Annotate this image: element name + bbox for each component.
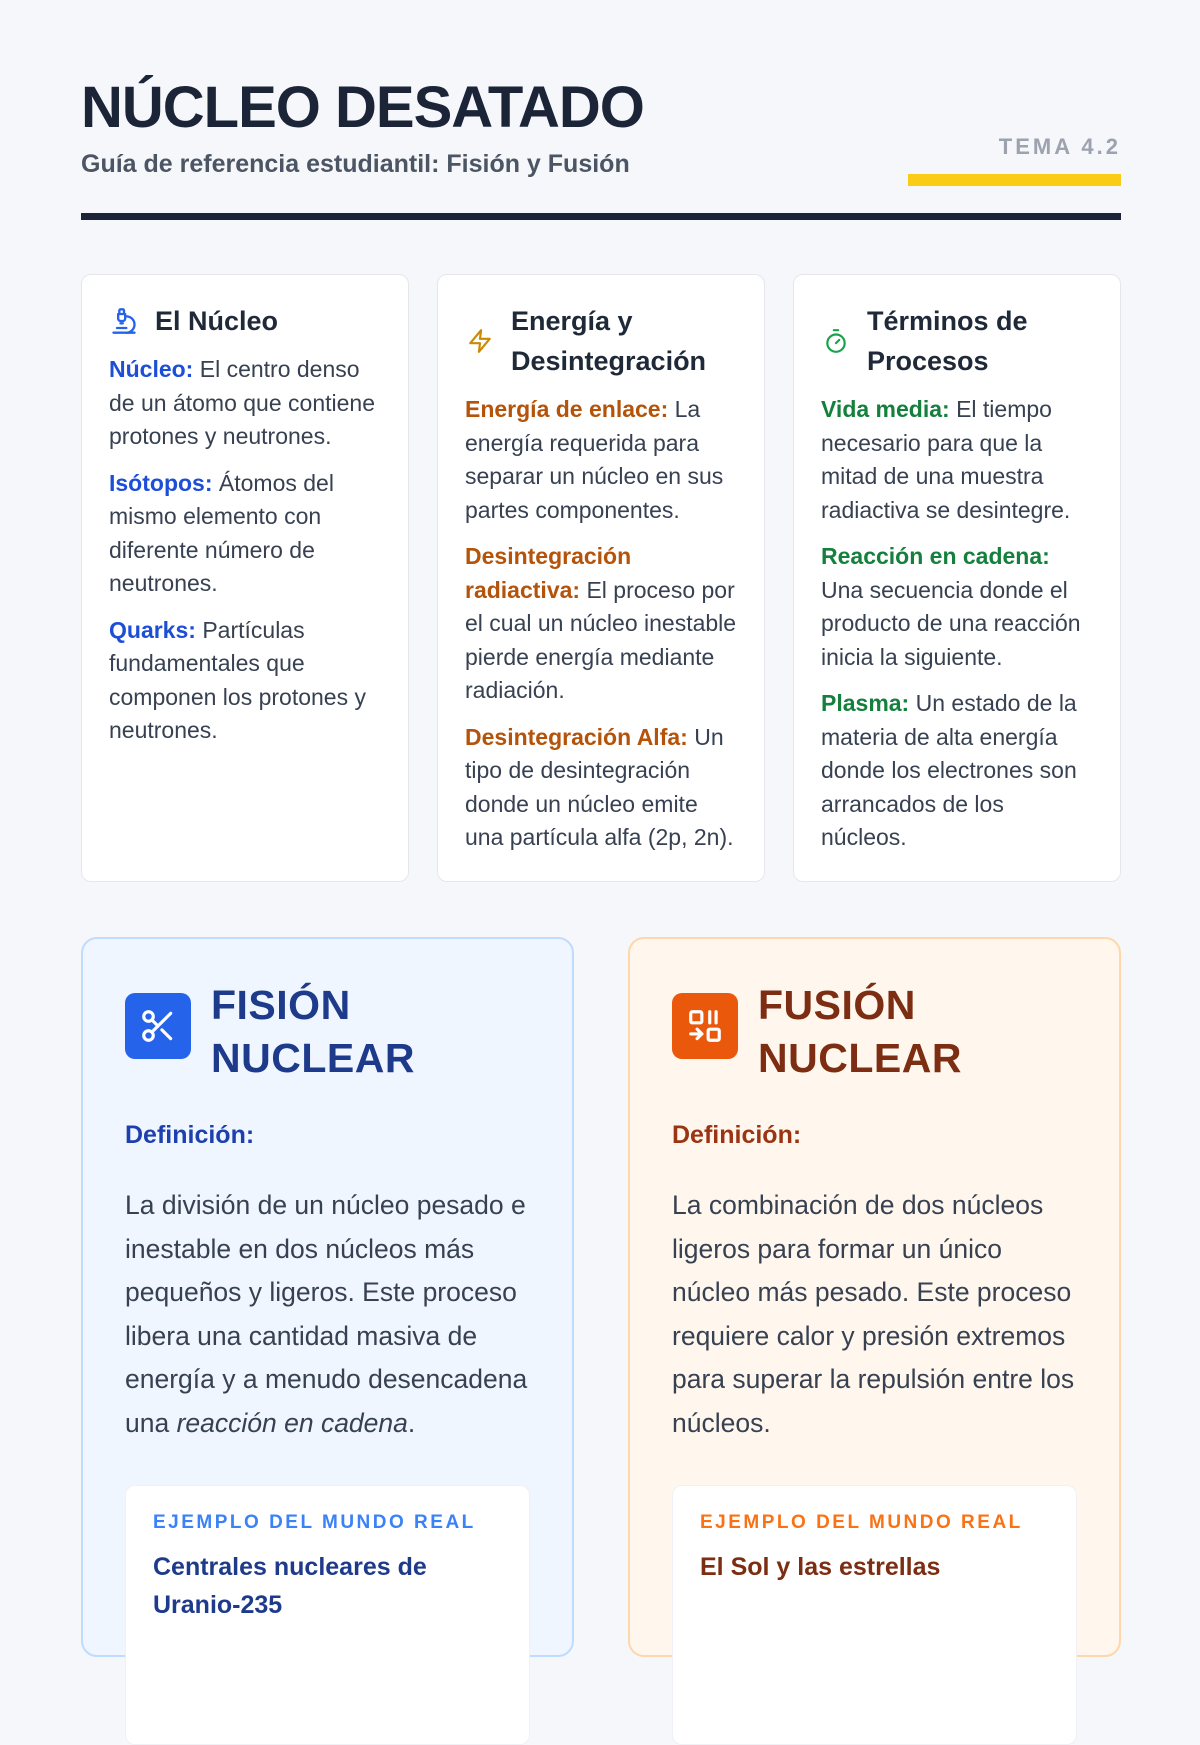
definition-label: Definición:: [672, 1121, 802, 1149]
page-subtitle: Guía de referencia estudiantil: Fisión y Fusión: [81, 150, 630, 178]
term-name: Vida media:: [821, 396, 950, 422]
glossary-cards: [81, 274, 1121, 882]
term-name: Energía de enlace:: [465, 396, 669, 422]
term-name: Reacción en cadena:: [821, 543, 1050, 569]
term-entry: [821, 540, 1093, 674]
panel-header: [125, 979, 530, 1085]
page-header: [81, 0, 1121, 222]
definition-text: La combinación de dos núcleos ligeros para formar un único núcleo más pesado. Este proceso requiere calor y presión extremos para superar la repulsión entre los núcleos.: [672, 1190, 1075, 1438]
term-name: Plasma:: [821, 690, 910, 716]
term-definition: Partículas fundamentales que componen los protones y neutrones.: [109, 616, 366, 743]
term-definition: Una secuencia donde el producto de una reacción inicia la siguiente.: [821, 576, 1081, 670]
term-entry: [109, 467, 381, 601]
term-name: Desintegración radiactiva:: [465, 543, 632, 603]
term-definition: El tiempo necesario para que la mitad de una muestra radiactiva se desintegre.: [821, 396, 1071, 523]
card-title: Energía y Desintegración: [511, 306, 707, 376]
fusion-panel: [628, 937, 1121, 1657]
card-procesos: [793, 274, 1121, 882]
example-title: Centrales nucleares de Uranio-235: [153, 1553, 427, 1619]
term-name: Desintegración Alfa:: [465, 723, 688, 750]
example-box: [672, 1485, 1077, 1745]
term-entry: [465, 721, 737, 855]
term-name: Núcleo:: [109, 356, 194, 382]
example-title: El Sol y las estrellas: [700, 1553, 941, 1581]
example-label: EJEMPLO DEL MUNDO REAL: [153, 1512, 476, 1533]
term-entry: [821, 687, 1093, 855]
term-entry: [109, 614, 381, 748]
card-header: [465, 301, 737, 381]
topic-accent-bar: [908, 174, 1121, 186]
topic-label: TEMA 4.2: [998, 134, 1121, 159]
stopwatch-icon: [821, 326, 851, 356]
term-entry: [465, 393, 737, 527]
panel-header: [672, 979, 1077, 1085]
term-name: Quarks:: [109, 616, 196, 643]
definition-text: [125, 1184, 530, 1445]
term-entry: [109, 353, 381, 454]
panel-title: FUSIÓN NUCLEAR: [758, 982, 962, 1081]
term-definition: Un estado de la materia de alta energía donde los electrones son arrancados de los núcleos.: [821, 690, 1077, 850]
fision-panel: [81, 937, 574, 1657]
example-box: [125, 1485, 530, 1745]
term-name: Isótopos:: [109, 469, 213, 496]
term-entry: [821, 393, 1093, 527]
merge-icon: [672, 993, 738, 1059]
card-title: Términos de Procesos: [867, 306, 1028, 376]
term-definition: El centro denso de un átomo que contiene protones y neutrones.: [109, 356, 375, 449]
card-title: El Núcleo: [155, 306, 279, 336]
card-el-nucleo: [81, 274, 409, 882]
definition-emphasis: reacción en cadena: [176, 1407, 408, 1438]
card-header: [821, 301, 1093, 381]
panel-title: FISIÓN NUCLEAR: [211, 982, 415, 1081]
definition-text-end: .: [407, 1407, 416, 1438]
term-definition: El proceso por el cual un núcleo inestable pierde energía mediante radiación.: [465, 576, 737, 703]
header-divider: [81, 213, 1121, 220]
comparison-panels: [81, 937, 1121, 1657]
scissors-icon: [125, 993, 191, 1059]
study-guide-page: [81, 0, 1121, 1619]
definition-label: Definición:: [125, 1121, 255, 1149]
lightning-icon: [465, 326, 495, 356]
microscope-icon: [109, 306, 139, 336]
term-definition: Un tipo de desintegración donde un núcleo emite una partícula alfa (2p, 2n).: [465, 723, 734, 850]
card-header: [109, 301, 381, 341]
example-label: EJEMPLO DEL MUNDO REAL: [700, 1512, 1023, 1533]
card-energia: [437, 274, 765, 882]
page-title: NÚCLEO DESATADO: [81, 75, 644, 140]
term-entry: [465, 540, 737, 708]
definition-text-part: La división de un núcleo pesado e inestable en dos núcleos más pequeños y ligeros. Este proceso libera una cantidad masiva de energía y a menudo desencadena una: [125, 1190, 528, 1438]
term-definition: Átomos del mismo elemento con diferente número de neutrones.: [109, 469, 334, 596]
term-definition: La energía requerida para separar un núcleo en sus partes componentes.: [465, 396, 724, 523]
